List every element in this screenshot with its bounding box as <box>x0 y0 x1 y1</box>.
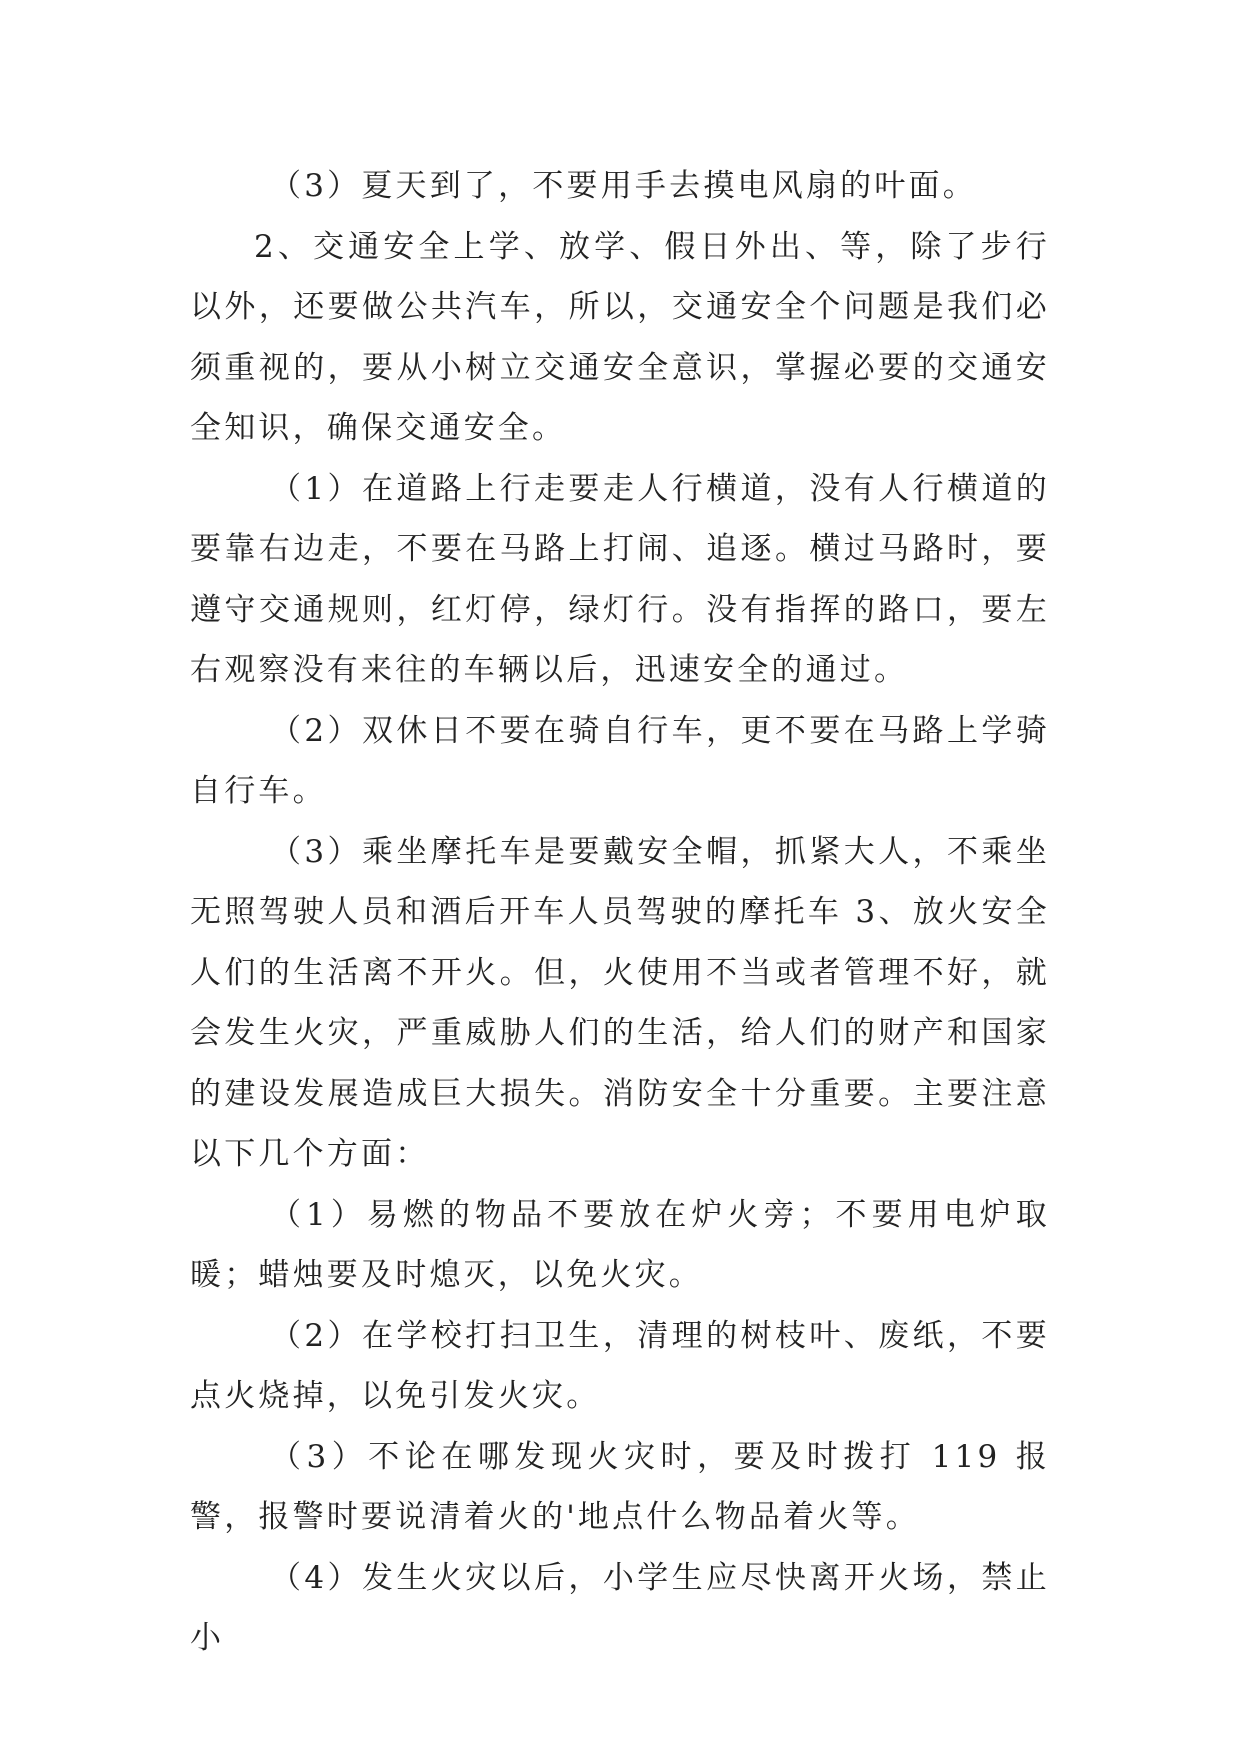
document-body <box>190 156 1050 1669</box>
paragraph-item: （1）易燃的物品不要放在炉火旁；不要用电炉取暖；蜡烛要及时熄灭，以免火灾。 <box>190 1196 1050 1293</box>
paragraph-item: （3）乘坐摩托车是要戴安全帽，抓紧大人，不乘坐无照驾驶人员和酒后开车人员驾驶的摩托车 3、放火安全人们的生活离不开火。但，火使用不当或者管理不好，就会发生火灾，严重威胁人们的生活，给人们的财产和国家的建设发展造成巨大损失。消防安全十分重要。主要注意以下几个方面： <box>190 833 1050 1172</box>
paragraph-section: 2、交通安全上学、放学、假日外出、等，除了步行以外，还要做公共汽车，所以，交通安全个问题是我们必须重视的，要从小树立交通安全意识，掌握必要的交通安全知识，确保交通安全。 <box>190 228 1050 446</box>
paragraph-item: （4）发生火灾以后，小学生应尽快离开火场，禁止小 <box>190 1559 1050 1656</box>
paragraph-item: （3）不论在哪发现火灾时，要及时拨打 119 报警，报警时要说清着火的'地点什么物品着火等。 <box>190 1438 1050 1535</box>
paragraph-item: （2）在学校打扫卫生，清理的树枝叶、废纸，不要点火烧掉，以免引发火灾。 <box>190 1317 1050 1414</box>
paragraph-item: （1）在道路上行走要走人行横道，没有人行横道的要靠右边走，不要在马路上打闹、追逐。横过马路时，要遵守交通规则，红灯停，绿灯行。没有指挥的路口，要左右观察没有来往的车辆以后，迅速安全的通过。 <box>190 470 1050 688</box>
paragraph-item: （3）夏天到了，不要用手去摸电风扇的叶面。 <box>270 168 977 204</box>
paragraph-item: （2）双休日不要在骑自行车，更不要在马路上学骑自行车。 <box>190 712 1050 809</box>
